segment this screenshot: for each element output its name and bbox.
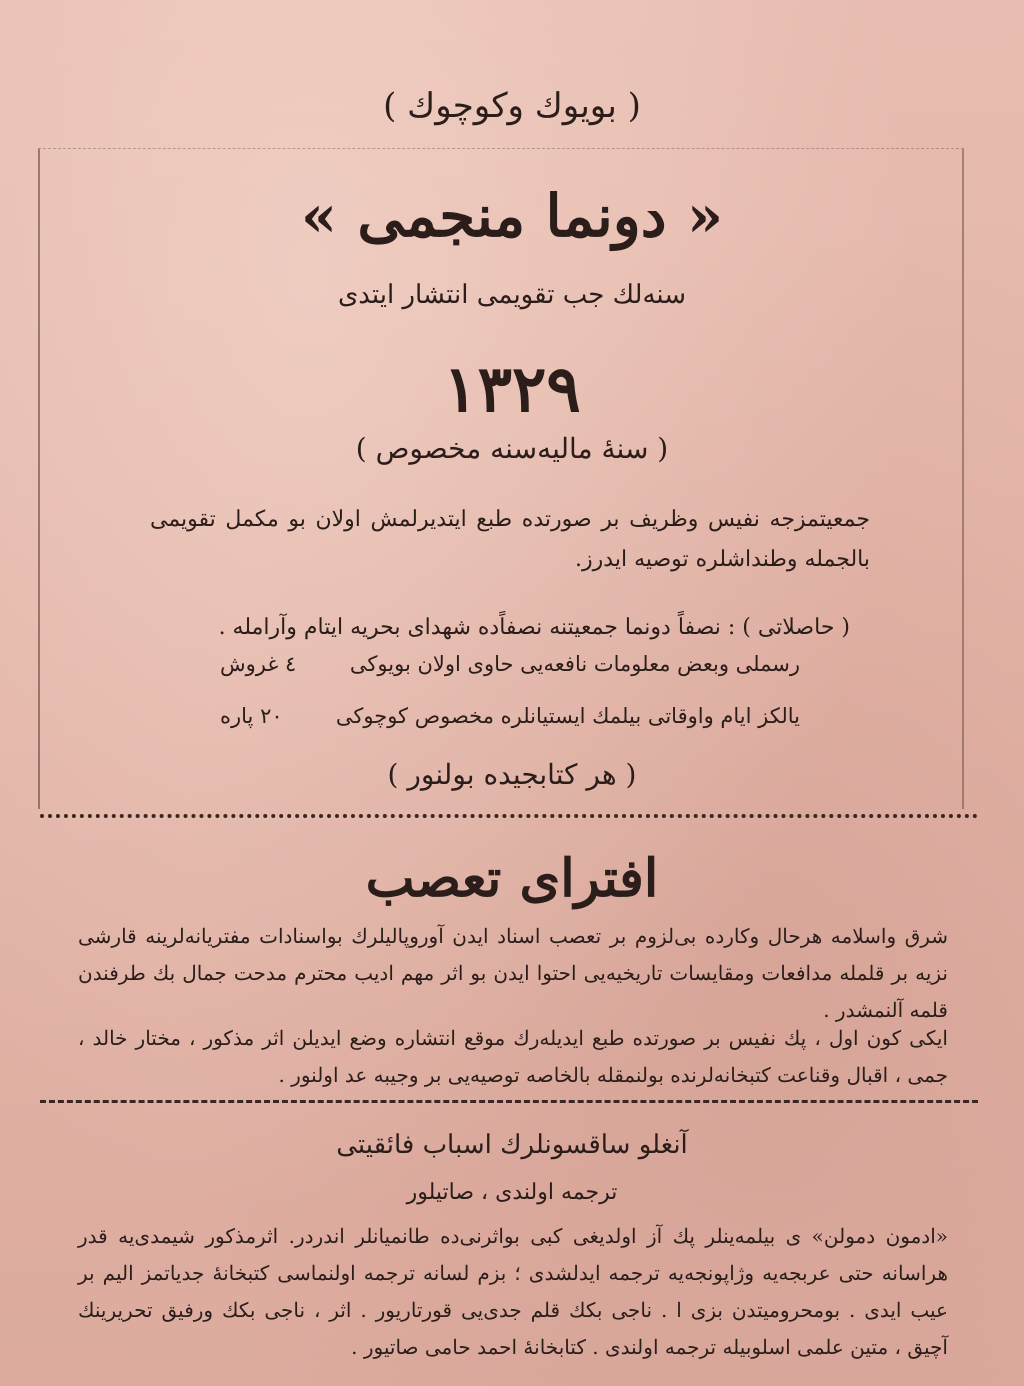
section-title-iftira: افترای تعصب xyxy=(365,848,659,909)
almanac-title: « دونما منجمی » xyxy=(300,182,724,250)
price-row-small xyxy=(220,704,800,728)
price-small-description: یالکز ایام واوقاتی بیلمك ایستیانلره مخصوص کوچوکی xyxy=(335,704,800,728)
price-large-value: ٤ غروش xyxy=(220,652,297,676)
iftira-paragraph-1: شرق واسلامه هرحال وکارده بی‌لزوم بر تعصب اسناد ایدن آوروپالیلرك بواسنادات مفتریانه‌لرینه قارشی نزیه بر قلمله مدافعات ومقایسات تاریخیه‌یی احتوا ایدن بو اثر مهم ادیب محترم مدحت جمال بك طرفندن قلمه آلنمشدر . xyxy=(78,924,948,1022)
price-small-value: ٢٠ پاره xyxy=(220,704,283,728)
almanac-subtitle: سنه‌لك جب تقویمی انتشار ایتدی xyxy=(337,280,687,310)
proceeds-line: ( حاصلاتی ) : نصفاً دونما جمعیتنه نصفاً‌ده شهدای بحریه ایتام وآرامله . xyxy=(218,615,850,640)
top-title: ( بویوك وكوچوك ) xyxy=(383,86,641,126)
section-subtitle-anglo: ترجمه اولندی ، صاتیلور xyxy=(406,1180,618,1205)
intro-paragraph: جمعیتمزجه نفیس وظریف بر صورتده طبع ایتدیرلمش اولان بو مکمل تقویمی بالجمله وطنداشلره توصیه ایدرز. xyxy=(150,507,870,572)
availability-note: ( هر کتابجیده بولنور ) xyxy=(387,758,637,791)
fiscal-year-note: ( سنهٔ مالیه‌سنه مخصوص ) xyxy=(355,432,669,465)
price-large-description: رسملی وبعض معلومات نافعه‌یی حاوی اولان بویوكی xyxy=(349,652,800,676)
dashed-separator xyxy=(40,1100,978,1103)
dotted-separator xyxy=(40,814,978,818)
section-title-anglo: آنغلو ساقسونلرك اسباب فائقیتی xyxy=(336,1130,688,1160)
anglo-paragraph: «ادمون دمولن» ی بیلمه‌ینلر پك آز اولدیغی کبی بواثرنی‌ده طانمیانلر اندردر. اثرمذکور شیمدی‌یه قدر هراسانه حتی عربجه‌یه وژاپونجه‌یه ترجمه ایدلشدی ؛ بزم لسانه ترجمه اولنماسی کتبخانهٔ جدیاتمز الیم بر عیب ایدی . بومحرومیتدن بزی ا . ناجی بکك قلم جدی‌یی قورتاریور . اثر ، ناجی بکك ورفیق تحریرینك آچیق ، متین علمی اسلوبیله ترجمه اولندی . کتابخانهٔ احمد حامی صاتیور . xyxy=(78,1224,948,1359)
price-row-large xyxy=(220,652,800,676)
year-number: ١٣٢٩ xyxy=(443,352,581,427)
iftira-paragraph-2: ایکی کون اول ، پك نفیس بر صورتده طبع ایدیله‌رك موقع انتشاره وضع ایدیلن اثر مذکور ، مختار خالد ، جمی ، اقبال وقناعت کتبخانه‌لرنده بولنمقله بالخاصه توصیه‌یی بر وجیبه عد اولنور . xyxy=(78,1026,948,1087)
